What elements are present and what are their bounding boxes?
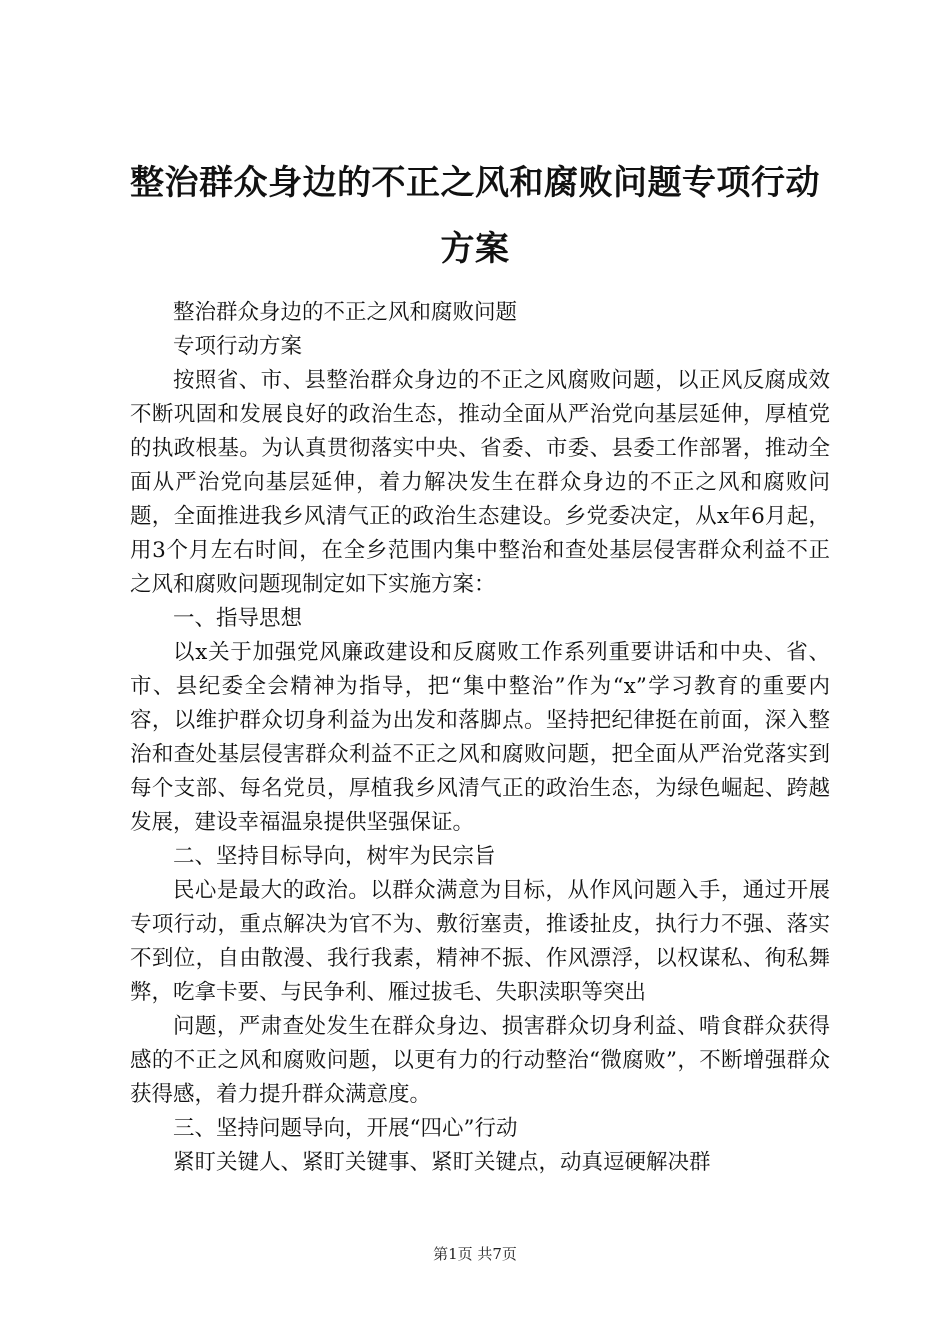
title-line-1: 整治群众身边的不正之风和腐败问题专项行动: [130, 163, 820, 203]
section-heading-3: 三、坚持问题导向，开展“四心”行动: [173, 1116, 518, 1141]
document-body: [130, 296, 830, 1180]
page-number-footer: 第1页 共7页: [433, 1245, 517, 1263]
section-paragraph-2b: 问题，严肃查处发生在群众身边、损害群众切身利益、啃食群众获得感的不正之风和腐败问题，以更有力的行动整治“微腐败”，不断增强群众获得感，着力提升群众满意度。: [130, 1014, 830, 1107]
document-title: [110, 150, 840, 282]
section-paragraph-1: 以x关于加强党风廉政建设和反腐败工作系列重要讲话和中央、省、市、县纪委全会精神为指导，把“集中整治”作为“x”学习教育的重要内容，以维护群众切身利益为出发和落脚点。坚持把纪律挺在前面，深入整治和查处基层侵害群众利益不正之风和腐败问题，把全面从严治党落实到每个支部、每名党员，厚植我乡风清气正的政治生态，为绿色崛起、跨越发展，建设幸福温泉提供坚强保证。: [130, 640, 830, 835]
section-heading-2: 二、坚持目标导向，树牢为民宗旨: [173, 844, 496, 869]
subtitle-line-1: 整治群众身边的不正之风和腐败问题: [173, 300, 518, 325]
subtitle-line-2: 专项行动方案: [173, 334, 303, 359]
title-line-2: 方案: [440, 229, 510, 269]
intro-paragraph: 按照省、市、县整治群众身边的不正之风腐败问题，以正风反腐成效不断巩固和发展良好的政治生态，推动全面从严治党向基层延伸，厚植党的执政根基。为认真贯彻落实中央、省委、市委、县委工作部署，推动全面从严治党向基层延伸，着力解决发生在群众身边的不正之风和腐败问题，全面推进我乡风清气正的政治生态建设。乡党委决定，从x年6月起，用3个月左右时间，在全乡范围内集中整治和查处基层侵害群众利益不正之风和腐败问题现制定如下实施方案：: [130, 368, 830, 597]
section-paragraph-2a: 民心是最大的政治。以群众满意为目标，从作风问题入手，通过开展专项行动，重点解决为官不为、敷衍塞责，推诿扯皮，执行力不强、落实不到位，自由散漫、我行我素，精神不振、作风漂浮，以权谋私、徇私舞弊，吃拿卡要、与民争利、雁过拔毛、失职渎职等突出: [130, 878, 830, 1005]
section-heading-1: 一、指导思想: [173, 606, 303, 631]
section-paragraph-3: 紧盯关键人、紧盯关键事、紧盯关键点，动真逗硬解决群: [173, 1150, 711, 1175]
